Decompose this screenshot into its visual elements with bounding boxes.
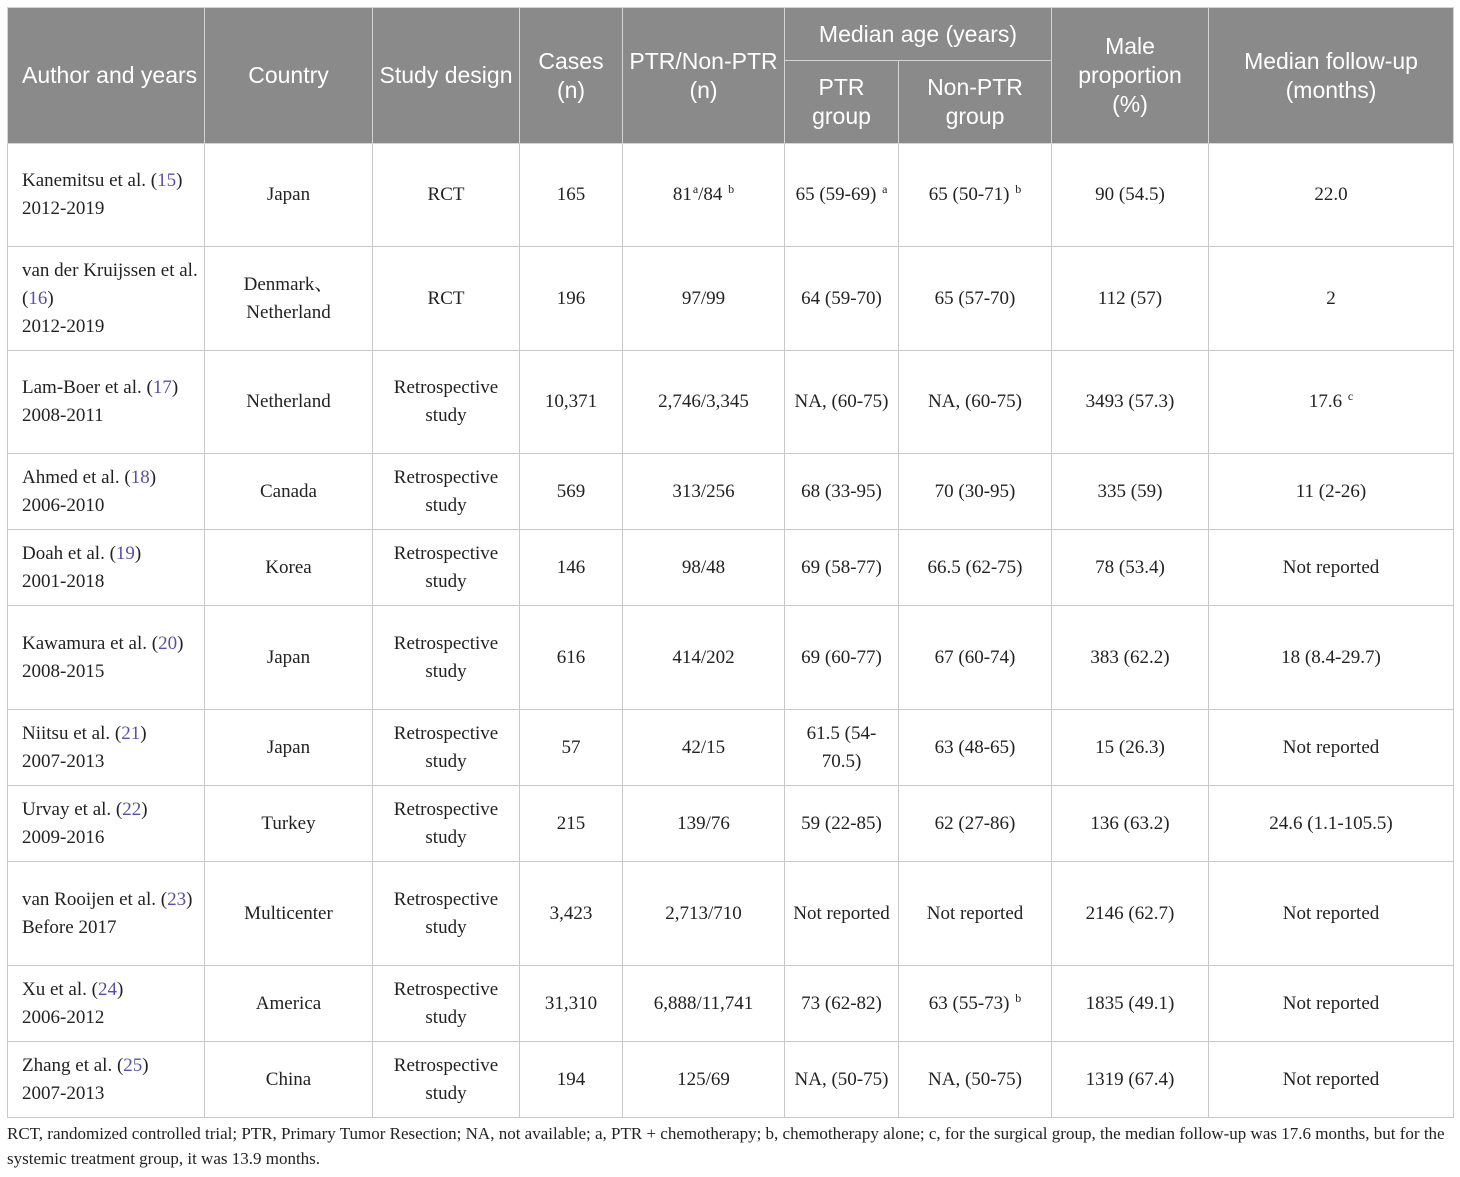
ptr-value: 6,888/11,741	[653, 992, 754, 1014]
table-row	[8, 966, 1454, 1042]
cell-age-ptr	[785, 606, 899, 710]
author-name: Kawamura et al.	[22, 632, 148, 654]
reference-number: 17	[152, 377, 172, 398]
table-container	[7, 7, 1453, 1118]
followup-value: Not reported	[1282, 902, 1380, 924]
cell-author: Niitsu et al. (21) 2007-2013	[8, 710, 205, 786]
age-ptr-value: 65 (59-69)	[795, 184, 882, 205]
ptr-value: 139/76	[677, 812, 730, 834]
reference-number: 24	[97, 978, 117, 1000]
cell-ptr-nonptr	[623, 1042, 785, 1118]
cell-ptr-nonptr	[623, 530, 785, 606]
cell-followup	[1209, 454, 1454, 530]
cell-author: Lam-Boer et al. (17) 2008-2011	[8, 351, 205, 454]
reference-number: 15	[157, 170, 177, 191]
cell-ptr-nonptr	[623, 710, 785, 786]
header-age-nonptr: Non-PTR group	[899, 61, 1052, 144]
ptr-value: 42/15	[681, 736, 726, 758]
author-name: van Rooijen et al.	[22, 888, 157, 910]
age-nonptr-value: 63 (55-73)	[928, 992, 1015, 1014]
header-cases: Cases (n)	[520, 8, 623, 144]
table-row	[8, 862, 1454, 966]
reference-number: 25	[123, 1054, 143, 1076]
age-ptr-value: 73 (62-82)	[801, 992, 882, 1014]
followup-value: 17.6	[1308, 391, 1347, 412]
followup-value: 11 (2-26)	[1295, 480, 1367, 502]
cell-age-nonptr	[899, 351, 1052, 454]
cell-ptr-nonptr	[623, 351, 785, 454]
cell-male: 78 (53.4)	[1052, 530, 1209, 606]
table-row	[8, 454, 1454, 530]
cell-age-nonptr	[899, 1042, 1052, 1118]
cell-author: van der Kruijssen et al. (16) 2012-2019	[8, 247, 205, 351]
cell-followup	[1209, 862, 1454, 966]
cell-ptr-nonptr	[623, 966, 785, 1042]
cell-ptr-nonptr	[623, 144, 785, 247]
study-years: 2006-2012	[22, 1006, 105, 1028]
age-nonptr-value: 65 (57-70)	[934, 287, 1016, 309]
age-nonptr-value: NA, (60-75)	[928, 391, 1022, 412]
cell-followup	[1209, 247, 1454, 351]
ptr-value: 97/99	[681, 287, 726, 309]
age-nonptr-superscript: b	[1015, 182, 1022, 196]
cell-age-nonptr	[899, 786, 1052, 862]
cell-ptr-nonptr	[623, 454, 785, 530]
reference-number: 23	[167, 888, 187, 910]
author-name: Kanemitsu et al.	[22, 170, 146, 191]
ptr-value: 98/48	[681, 556, 726, 578]
cell-country: Turkey	[205, 786, 373, 862]
cell-male: 136 (63.2)	[1052, 786, 1209, 862]
cell-age-ptr	[785, 862, 899, 966]
age-nonptr-value: Not reported	[926, 902, 1024, 924]
cell-cases: 194	[520, 1042, 623, 1118]
cell-ptr-nonptr	[623, 862, 785, 966]
cell-male: 90 (54.5)	[1052, 144, 1209, 247]
age-ptr-value: NA, (50-75)	[794, 1068, 889, 1090]
cell-country: America	[205, 966, 373, 1042]
cell-design: Retrospective study	[373, 454, 520, 530]
table-row	[8, 351, 1454, 454]
cell-followup	[1209, 530, 1454, 606]
age-ptr-value: 68 (33-95)	[801, 480, 882, 502]
cell-author: Doah et al. (19) 2001-2018	[8, 530, 205, 606]
cell-male: 383 (62.2)	[1052, 606, 1209, 710]
cell-age-ptr	[785, 1042, 899, 1118]
cell-country: Multicenter	[205, 862, 373, 966]
cell-country: Korea	[205, 530, 373, 606]
followup-value: Not reported	[1282, 992, 1380, 1014]
cell-age-nonptr	[899, 454, 1052, 530]
author-name: Lam-Boer et al.	[22, 377, 142, 398]
author-name: Ahmed et al.	[22, 466, 120, 488]
reference-number: 22	[122, 798, 142, 820]
header-row	[8, 8, 1454, 61]
cell-cases: 569	[520, 454, 623, 530]
header-design: Study design	[373, 8, 520, 144]
cell-cases: 57	[520, 710, 623, 786]
table-row	[8, 144, 1454, 247]
cell-country: Japan	[205, 710, 373, 786]
author-name: Xu et al.	[22, 978, 87, 1000]
age-ptr-value: NA, (60-75)	[794, 391, 889, 412]
table-body	[8, 144, 1454, 1118]
cell-male: 335 (59)	[1052, 454, 1209, 530]
table-row	[8, 530, 1454, 606]
followup-value: 18 (8.4-29.7)	[1281, 646, 1381, 668]
age-nonptr-value: 63 (48-65)	[934, 736, 1016, 758]
ptr-value: 2,746/3,345	[658, 391, 749, 412]
cell-followup	[1209, 606, 1454, 710]
age-ptr-value: Not reported	[793, 902, 890, 924]
cell-age-nonptr	[899, 606, 1052, 710]
reference-number: 21	[121, 722, 141, 744]
nonptr-superscript: b	[728, 182, 735, 196]
header-author: Author and years	[8, 8, 205, 144]
table-row	[8, 1042, 1454, 1118]
reference-number: 19	[115, 542, 135, 564]
cell-country: Denmark、Netherland	[205, 247, 373, 351]
header-ptr: PTR/Non-PTR (n)	[623, 8, 785, 144]
cell-cases: 215	[520, 786, 623, 862]
cell-author: Ahmed et al. (18) 2006-2010	[8, 454, 205, 530]
author-name: Zhang et al.	[22, 1054, 113, 1076]
table-footnote: RCT, randomized controlled trial; PTR, Primary Tumor Resection; NA, not available; a, PTR + chemotherapy; b, chemotherapy alone; c, for the surgical group, the median follow-up was 17.6 months, but for the systemic treatment group, it was 13.9 months.	[7, 1124, 1445, 1168]
header-age-ptr: PTR group	[785, 61, 899, 144]
header-male: Male proportion (%)	[1052, 8, 1209, 144]
cell-cases: 31,310	[520, 966, 623, 1042]
ptr-superscript: a	[692, 182, 699, 196]
study-years: 2012-2019	[22, 198, 105, 219]
cell-followup	[1209, 351, 1454, 454]
cell-age-ptr	[785, 710, 899, 786]
cell-age-ptr	[785, 351, 899, 454]
cell-design: Retrospective study	[373, 862, 520, 966]
header-median-age: Median age (years)	[785, 8, 1052, 61]
nonptr-value: /84	[698, 184, 728, 205]
cell-country: China	[205, 1042, 373, 1118]
cell-author: Kawamura et al. (20) 2008-2015	[8, 606, 205, 710]
study-years: 2007-2013	[22, 750, 105, 772]
followup-superscript: c	[1347, 389, 1354, 403]
cell-design: Retrospective study	[373, 710, 520, 786]
table-row	[8, 606, 1454, 710]
ptr-value: 313/256	[672, 480, 735, 502]
ptr-value: 414/202	[672, 646, 735, 668]
cell-design: Retrospective study	[373, 1042, 520, 1118]
ptr-value: 2,713/710	[665, 902, 742, 924]
cell-country: Canada	[205, 454, 373, 530]
cell-followup	[1209, 144, 1454, 247]
cell-design: Retrospective study	[373, 786, 520, 862]
cell-design: RCT	[373, 247, 520, 351]
age-ptr-value: 69 (60-77)	[801, 646, 882, 668]
cell-male: 1835 (49.1)	[1052, 966, 1209, 1042]
cell-male: 2146 (62.7)	[1052, 862, 1209, 966]
cell-author: van Rooijen et al. (23) Before 2017	[8, 862, 205, 966]
age-nonptr-value: 66.5 (62-75)	[927, 556, 1023, 578]
reference-number: 18	[130, 466, 150, 488]
cell-male: 1319 (67.4)	[1052, 1042, 1209, 1118]
cell-design: Retrospective study	[373, 530, 520, 606]
age-ptr-value: 64 (59-70)	[801, 287, 882, 309]
cell-followup	[1209, 710, 1454, 786]
study-years: 2006-2010	[22, 494, 105, 516]
cell-followup	[1209, 1042, 1454, 1118]
cell-author: Urvay et al. (22) 2009-2016	[8, 786, 205, 862]
author-name: Niitsu et al.	[22, 722, 111, 744]
cell-followup	[1209, 786, 1454, 862]
cell-age-nonptr	[899, 862, 1052, 966]
cell-male: 112 (57)	[1052, 247, 1209, 351]
age-nonptr-value: 65 (50-71)	[928, 184, 1015, 205]
study-years: 2008-2011	[22, 405, 104, 426]
cell-ptr-nonptr	[623, 247, 785, 351]
cell-author: Kanemitsu et al. (15) 2012-2019	[8, 144, 205, 247]
cell-cases: 196	[520, 247, 623, 351]
cell-author: Zhang et al. (25) 2007-2013	[8, 1042, 205, 1118]
cell-male: 3493 (57.3)	[1052, 351, 1209, 454]
header-followup: Median follow-up (months)	[1209, 8, 1454, 144]
cell-cases: 3,423	[520, 862, 623, 966]
table-row	[8, 247, 1454, 351]
table-row	[8, 786, 1454, 862]
cell-design: Retrospective study	[373, 606, 520, 710]
age-nonptr-value: NA, (50-75)	[928, 1068, 1022, 1090]
cell-age-nonptr	[899, 530, 1052, 606]
author-name: Urvay et al.	[22, 798, 112, 820]
followup-value: 24.6 (1.1-105.5)	[1269, 812, 1393, 834]
cell-age-nonptr	[899, 966, 1052, 1042]
cell-ptr-nonptr	[623, 786, 785, 862]
ptr-value: 81	[672, 184, 692, 205]
cell-followup	[1209, 966, 1454, 1042]
followup-value: Not reported	[1282, 736, 1380, 758]
cell-author: Xu et al. (24) 2006-2012	[8, 966, 205, 1042]
age-nonptr-value: 67 (60-74)	[934, 646, 1016, 668]
author-name: Doah et al.	[22, 542, 105, 564]
age-ptr-superscript: a	[882, 182, 888, 196]
cell-design: RCT	[373, 144, 520, 247]
cell-age-ptr	[785, 786, 899, 862]
age-nonptr-value: 62 (27-86)	[934, 812, 1016, 834]
cell-age-nonptr	[899, 710, 1052, 786]
cell-age-nonptr	[899, 247, 1052, 351]
cell-age-ptr	[785, 247, 899, 351]
study-years: 2008-2015	[22, 660, 105, 682]
cell-cases: 616	[520, 606, 623, 710]
age-ptr-value: 61.5 (54-70.5)	[806, 722, 877, 772]
cell-cases: 10,371	[520, 351, 623, 454]
cell-age-nonptr	[899, 144, 1052, 247]
followup-value: Not reported	[1282, 1068, 1380, 1090]
cell-age-ptr	[785, 454, 899, 530]
age-ptr-value: 59 (22-85)	[801, 812, 882, 834]
cell-age-ptr	[785, 966, 899, 1042]
cell-country: Japan	[205, 144, 373, 247]
reference-number: 20	[158, 632, 178, 654]
table-row	[8, 710, 1454, 786]
cell-design: Retrospective study	[373, 966, 520, 1042]
age-nonptr-superscript: b	[1015, 990, 1022, 1005]
study-years: 2012-2019	[22, 315, 105, 337]
cell-ptr-nonptr	[623, 606, 785, 710]
study-years: Before 2017	[22, 916, 117, 938]
cell-age-ptr	[785, 530, 899, 606]
study-years: 2001-2018	[22, 570, 105, 592]
study-years: 2007-2013	[22, 1082, 105, 1104]
cell-design: Retrospective study	[373, 351, 520, 454]
reference-number: 16	[28, 287, 48, 309]
cell-age-ptr	[785, 144, 899, 247]
cell-country: Japan	[205, 606, 373, 710]
study-years: 2009-2016	[22, 826, 105, 848]
author-name: van der Kruijssen et al.	[22, 259, 198, 281]
followup-value: Not reported	[1282, 556, 1380, 578]
header-country: Country	[205, 8, 373, 144]
cell-male: 15 (26.3)	[1052, 710, 1209, 786]
cell-cases: 146	[520, 530, 623, 606]
followup-value: 2	[1326, 287, 1336, 309]
ptr-value: 125/69	[677, 1068, 730, 1090]
cell-cases: 165	[520, 144, 623, 247]
age-nonptr-value: 70 (30-95)	[934, 480, 1016, 502]
cell-country: Netherland	[205, 351, 373, 454]
study-characteristics-table	[7, 7, 1454, 1118]
age-ptr-value: 69 (58-77)	[801, 556, 882, 578]
followup-value: 22.0	[1314, 184, 1348, 205]
